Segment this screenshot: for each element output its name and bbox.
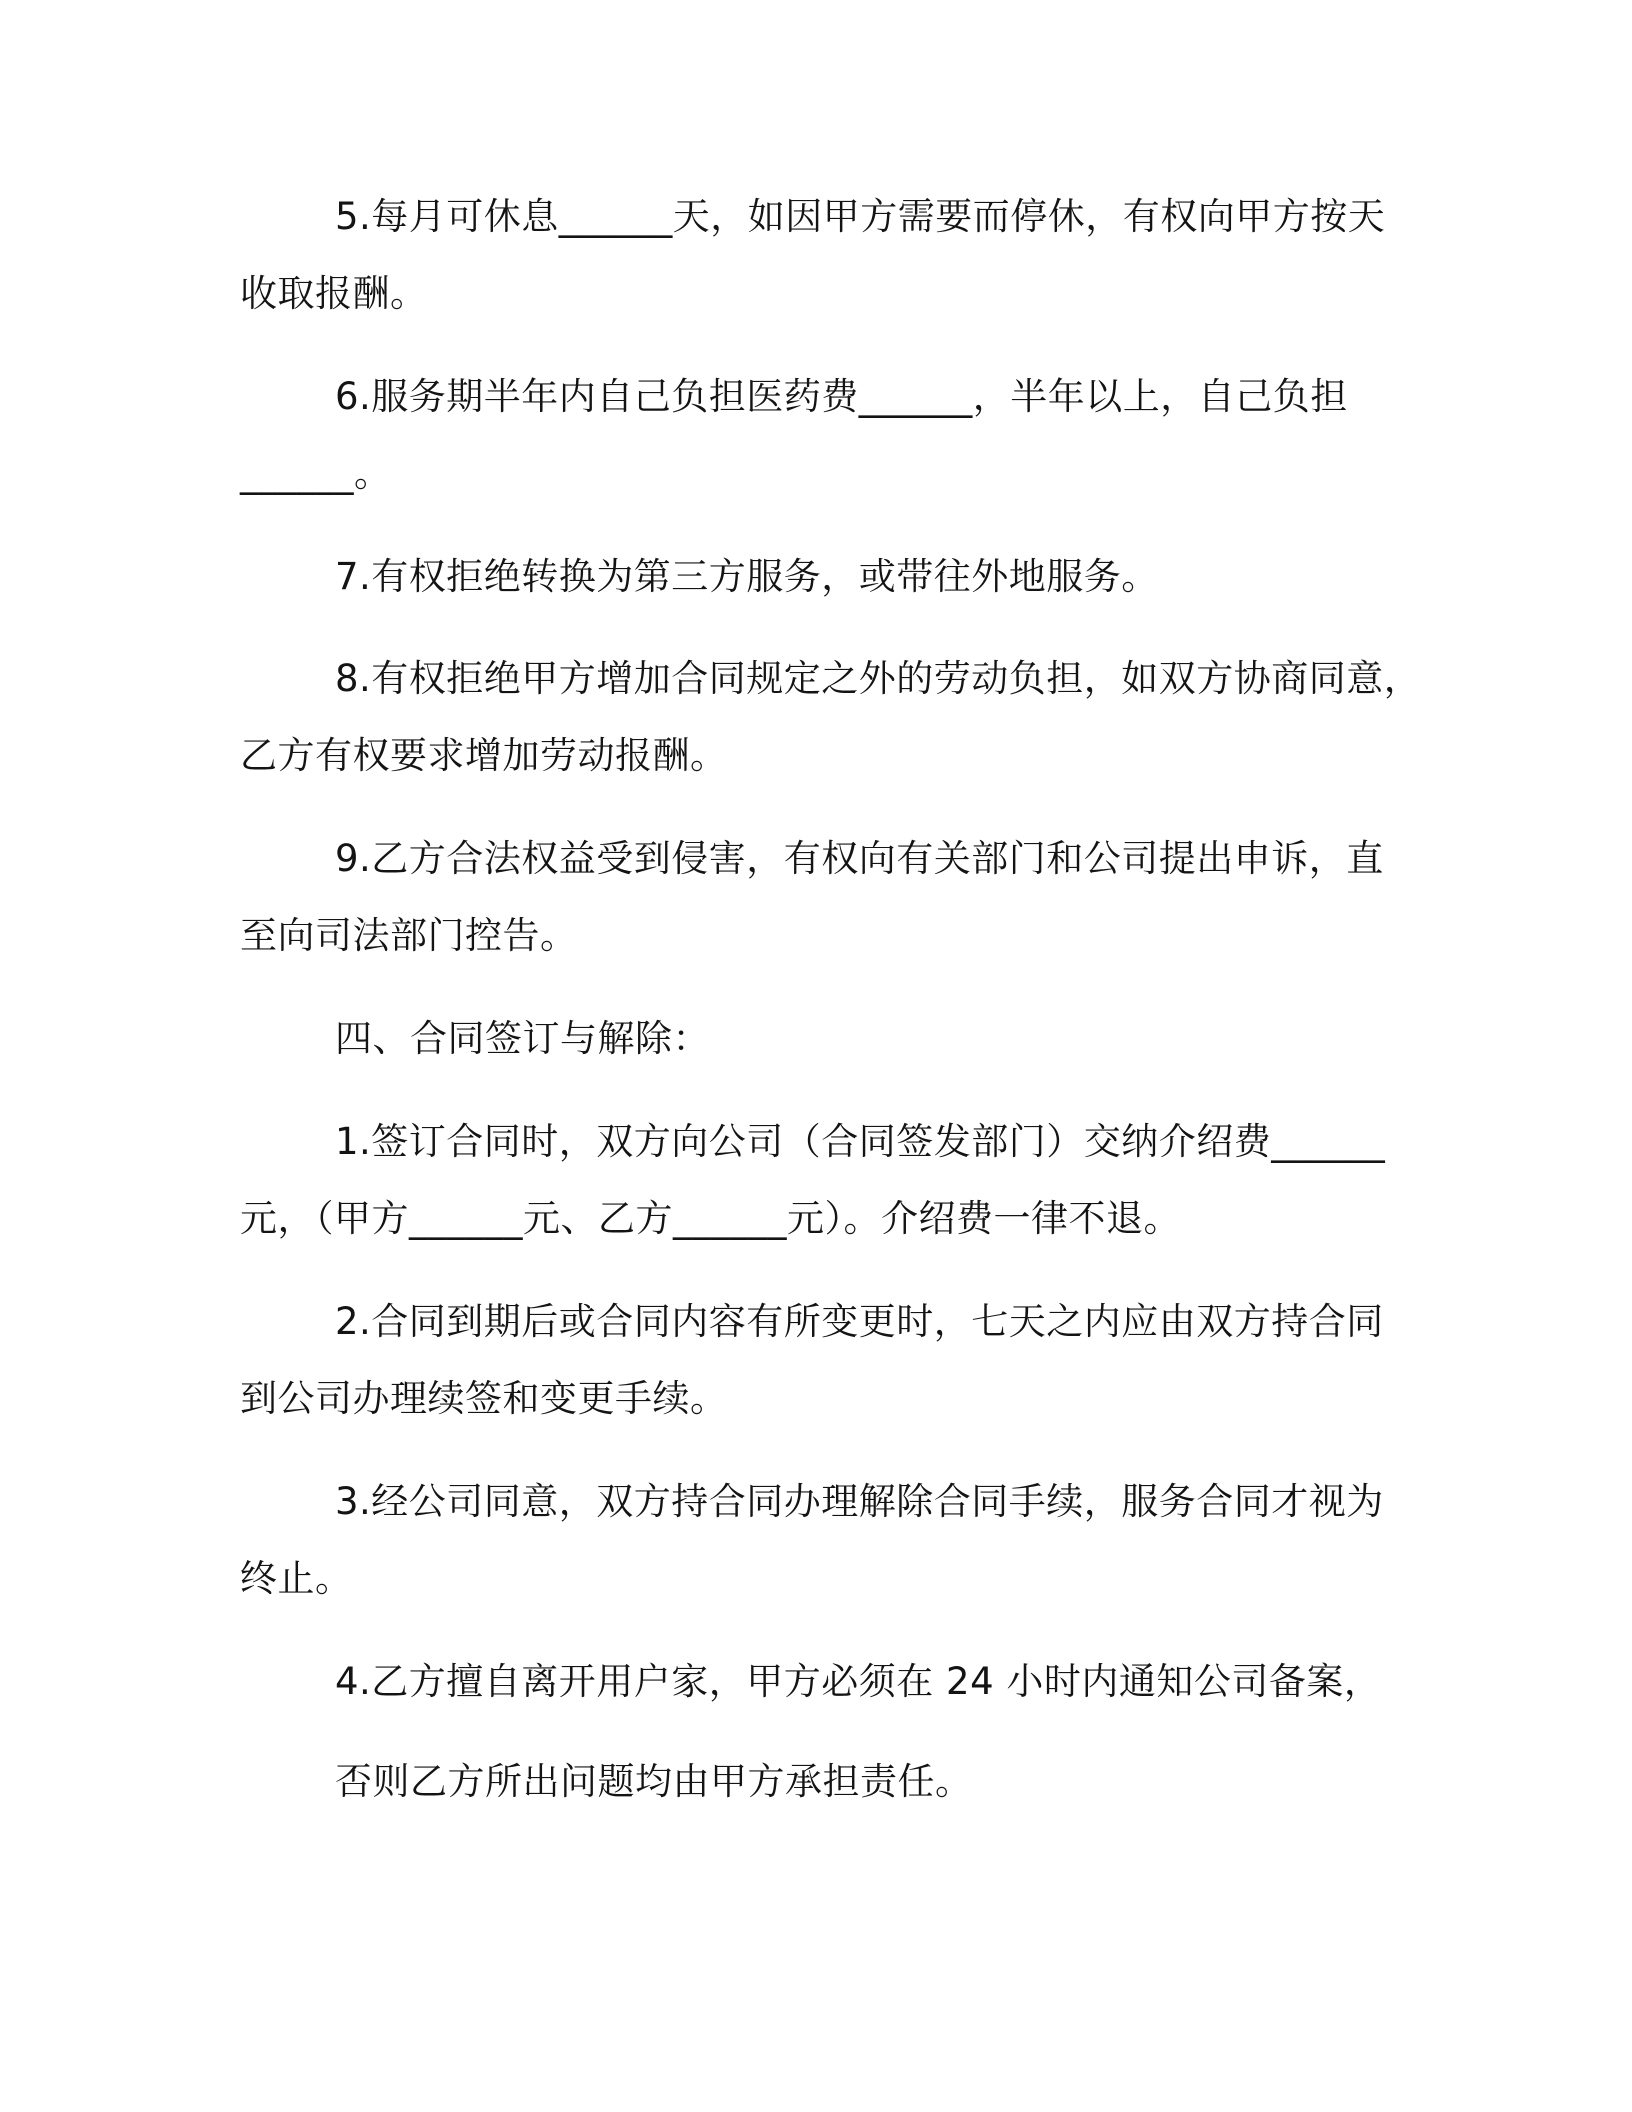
paragraph-6-line-1: 6.服务期半年内自己负担医药费______，半年以上，自己负担 bbox=[335, 375, 1348, 418]
clause-1-line-1: 1.签订合同时，双方向公司（合同签发部门）交纳介绍费______ bbox=[335, 1120, 1386, 1163]
section-heading: 四、合同签订与解除： bbox=[335, 1017, 710, 1060]
clause-4-line-1: 4.乙方擅自离开用户家，甲方必须在 24 小时内通知公司备案， bbox=[335, 1660, 1382, 1703]
clause-4-line-2: 否则乙方所出问题均由甲方承担责任。 bbox=[335, 1760, 973, 1803]
paragraph-6-line-2: ______。 bbox=[240, 452, 392, 495]
paragraph-8-line-2: 乙方有权要求增加劳动报酬。 bbox=[240, 734, 728, 777]
paragraph-7-line-1: 7.有权拒绝转换为第三方服务，或带往外地服务。 bbox=[335, 555, 1159, 598]
clause-1-line-2: 元，（甲方______元、乙方______元）。介绍费一律不退。 bbox=[240, 1197, 1181, 1240]
paragraph-8-line-1: 8.有权拒绝甲方增加合同规定之外的劳动负担，如双方协商同意， bbox=[335, 657, 1422, 700]
paragraph-9-line-2: 至向司法部门控告。 bbox=[240, 914, 578, 957]
clause-3-line-1: 3.经公司同意，双方持合同办理解除合同手续，服务合同才视为 bbox=[335, 1480, 1384, 1523]
paragraph-5-line-2: 收取报酬。 bbox=[240, 272, 428, 315]
paragraph-5-line-1: 5.每月可休息______天，如因甲方需要而停休，有权向甲方按天 bbox=[335, 195, 1386, 238]
clause-2-line-2: 到公司办理续签和变更手续。 bbox=[240, 1377, 728, 1420]
clause-3-line-2: 终止。 bbox=[240, 1557, 353, 1600]
clause-2-line-1: 2.合同到期后或合同内容有所变更时，七天之内应由双方持合同 bbox=[335, 1300, 1384, 1343]
paragraph-9-line-1: 9.乙方合法权益受到侵害，有权向有关部门和公司提出申诉，直 bbox=[335, 837, 1384, 880]
